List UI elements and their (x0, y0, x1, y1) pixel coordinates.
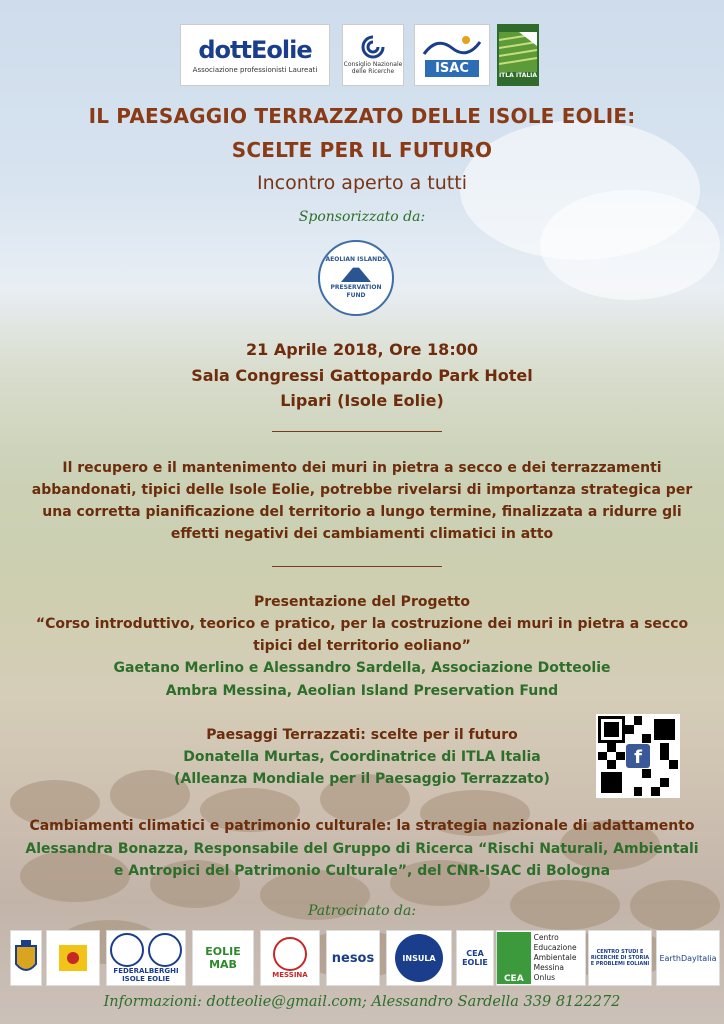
sponsor-logo-bottom-text: PRESERVATION FUND (330, 284, 382, 299)
regione-sicilia-logo (46, 930, 100, 986)
talk3-heading: Cambiamenti climatici e patrimonio culturale: la strategia nazionale di adattamento (29, 818, 695, 834)
talk1-title-line-1: “Corso introduttivo, teorico e pratico, per la costruzione dei muri in pietra a secco (35, 616, 689, 632)
isac-wave-icon (422, 34, 482, 60)
intro-line: abbandonati, tipici delle Isole Eolie, potrebbe rivelarsi di importanza strategica per (31, 482, 693, 498)
talk1-speaker-2: Ambra Messina, Aeolian Island Preservation Fund (165, 683, 559, 699)
subtitle: Incontro aperto a tutti (257, 172, 467, 194)
talk2-heading: Paesaggi Terrazzati: scelte per il futuro (206, 727, 518, 743)
eolie-mab-logo (192, 930, 254, 986)
aeolian-islands-preservation-fund-logo (318, 240, 394, 316)
federalberghi-seal-icon (110, 933, 144, 967)
dotteolie-logo-name: dottEolie (198, 36, 312, 64)
isac-name: ISAC (425, 60, 479, 77)
cea-messina-mark: CEA (497, 932, 531, 984)
facebook-icon: f (626, 744, 650, 768)
itla-logo (497, 24, 539, 86)
event-venue: Sala Congressi Gattopardo Park Hotel (191, 366, 533, 385)
federalberghi-seal-icon (148, 933, 182, 967)
cea-eolie-name: CEA EOLIE (462, 949, 488, 967)
agronomi-city: MESSINA (272, 971, 308, 979)
coat-of-arms-icon (13, 938, 39, 978)
sponsor-label: Sponsorizzato da: (298, 209, 426, 225)
sponsor-logo-top-text: AEOLIAN ISLANDS (325, 256, 387, 263)
intro-line: Il recupero e il mantenimento dei muri in pietra a secco e dei terrazzamenti (62, 460, 662, 476)
earthday-italia-logo (656, 930, 720, 986)
cnr-icon (358, 35, 388, 59)
itla-name: ITLA ITALIA (498, 71, 538, 79)
insula-logo (386, 930, 452, 986)
cea-eolie-logo (456, 930, 494, 986)
lipari-coat-of-arms-logo (10, 930, 42, 986)
agronomi-logo (260, 930, 320, 986)
nesos-logo (326, 930, 380, 986)
dotteolie-logo-caption: Associazione professionisti Laureati (192, 66, 318, 74)
earthday-name: EarthDayItalia (659, 953, 717, 963)
cea-messina-text: Centro Educazione Ambientale Messina Onlus (533, 933, 577, 982)
isac-logo (414, 24, 490, 86)
intro-line: una corretta pianificazione del territorio a lungo termine, finalizzata a ridurre gli (42, 504, 682, 520)
centro-studi-name: CENTRO STUDI E RICERCHE DI STORIA E PROBLEMI EOLIANI (590, 949, 650, 967)
volcano-icon (341, 266, 371, 282)
title-line-2: SCELTE PER IL FUTURO (231, 138, 493, 162)
event-date-time: 21 Aprile 2018, Ore 18:00 (246, 340, 478, 359)
cnr-caption: Consiglio Nazionale delle Ricerche (343, 61, 403, 75)
centro-studi-logo (588, 930, 652, 986)
patron-label: Patrocinato da: (307, 903, 417, 919)
talk2-speaker: Donatella Murtas, Coordinatrice di ITLA Italia (183, 749, 541, 765)
talk1-title-line-2: tipici del territorio eoliano” (253, 638, 471, 654)
itla-terraces-icon (499, 32, 537, 72)
cea-messina-logo (496, 930, 586, 986)
talk3-speaker-line-1: Alessandra Bonazza, Responsabile del Gruppo di Ricerca “Rischi Naturali, Ambientali (25, 841, 699, 857)
talk1-speaker-1: Gaetano Merlino e Alessandro Sardella, Associazione Dotteolie (113, 660, 611, 676)
trinacria-icon (53, 941, 93, 975)
talk1-heading: Presentazione del Progetto (254, 594, 470, 610)
footer-contact: Informazioni: dotteolie@gmail.com; Alessandro Sardella 339 8122272 (103, 994, 621, 1010)
cnr-logo (342, 24, 404, 86)
divider-2 (272, 566, 442, 567)
federalberghi-logo (106, 930, 186, 986)
divider-1 (272, 431, 442, 432)
event-place: Lipari (Isole Eolie) (280, 391, 444, 410)
talk2-affiliation: (Alleanza Mondiale per il Paesaggio Terrazzato) (174, 771, 550, 787)
dotteolie-logo (180, 24, 330, 86)
talk3-speaker-line-2: e Antropici del Patrimonio Culturale”, del CNR-ISAC di Bologna (113, 863, 611, 879)
eolie-mab-name: EOLIE MAB (205, 945, 241, 971)
agronomi-seal-icon (273, 937, 307, 971)
qr-code[interactable] (596, 714, 680, 798)
federalberghi-name: FEDERALBERGHI ISOLE EOLIE (113, 967, 179, 983)
insula-name: INSULA (402, 953, 436, 963)
title-line-1: IL PAESAGGIO TERRAZZATO DELLE ISOLE EOLIE: (88, 104, 636, 128)
nesos-name: nesos (331, 950, 375, 966)
insula-badge (395, 934, 443, 982)
intro-line: effetti negativi dei cambiamenti climatici in atto (170, 526, 554, 542)
